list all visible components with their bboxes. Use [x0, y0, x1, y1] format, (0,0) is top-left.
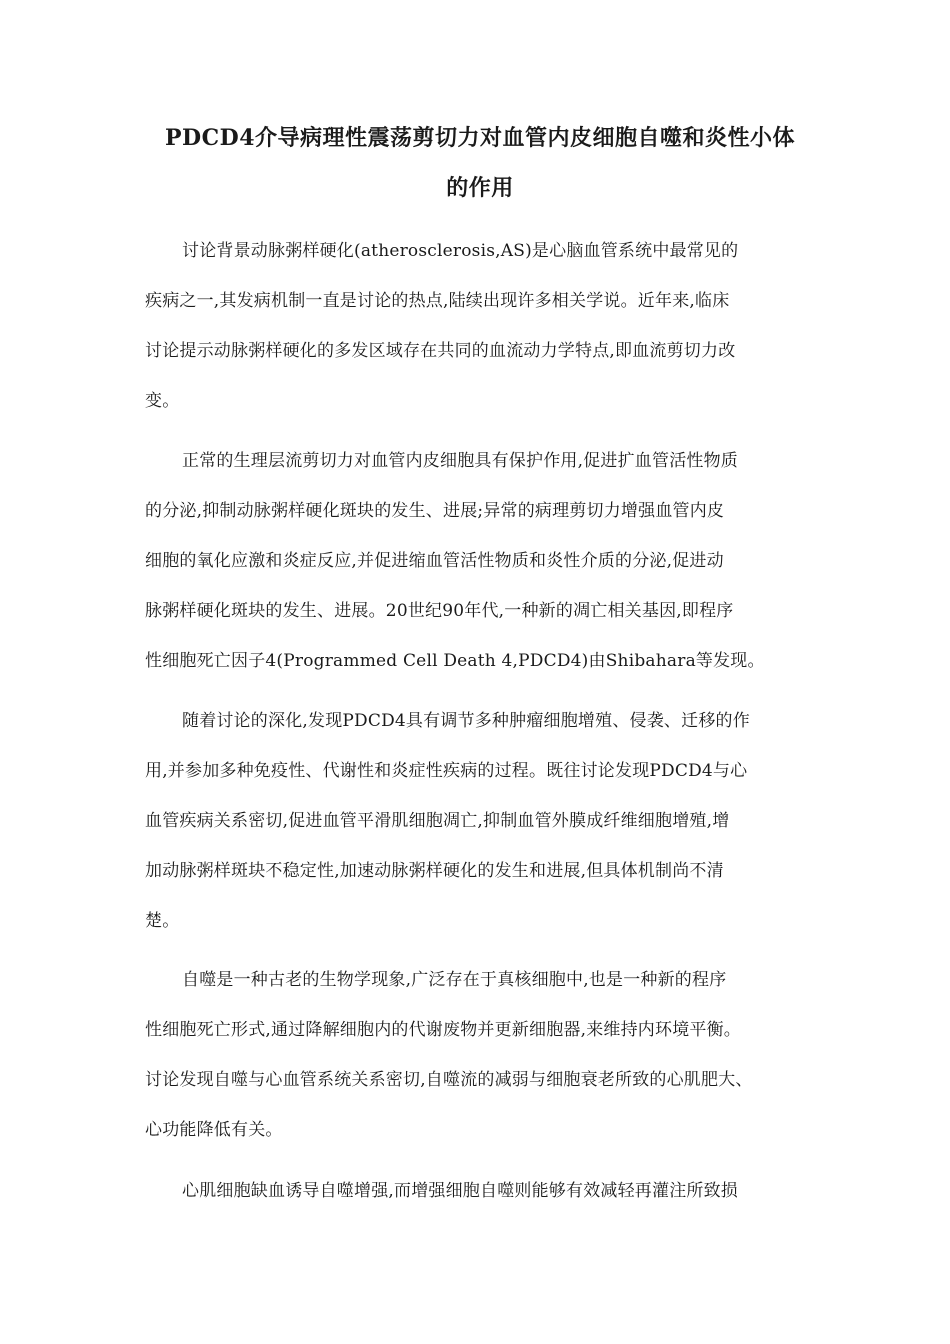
paragraph-2-line-5: 性细胞死亡因子4(Programmed Cell Death 4,PDCD4)由Shibahara等发现。 [145, 651, 765, 671]
paragraph-4-line-2: 性细胞死亡形式,通过降解细胞内的代谢废物并更新细胞器,来维持内环境平衡。 [145, 1020, 742, 1040]
paragraph-1-line-3: 讨论提示动脉粥样硬化的多发区域存在共同的血流动力学特点,即血流剪切力改 [145, 341, 736, 361]
paragraph-2-line-2: 的分泌,抑制动脉粥样硬化斑块的发生、进展;异常的病理剪切力增强血管内皮 [145, 501, 725, 521]
paragraph-4-line-1: 自噬是一种古老的生物学现象,广泛存在于真核细胞中,也是一种新的程序 [182, 970, 727, 990]
paragraph-3-line-3: 血管疾病关系密切,促进血管平滑肌细胞凋亡,抑制血管外膜成纤维细胞增殖,增 [145, 811, 730, 831]
paragraph-5-line-1: 心肌细胞缺血诱导自噬增强,而增强细胞自噬则能够有效减轻再灌注所致损 [182, 1181, 739, 1201]
paragraph-3-line-5: 楚。 [145, 911, 180, 931]
paragraph-2-line-3: 细胞的氧化应激和炎症反应,并促进缩血管活性物质和炎性介质的分泌,促进动 [145, 551, 724, 571]
document-title-line-1: PDCD4介导病理性震荡剪切力对血管内皮细胞自噬和炎性小体 [164, 125, 796, 151]
paragraph-4-line-4: 心功能降低有关。 [145, 1120, 283, 1140]
paragraph-1-line-4: 变。 [145, 391, 180, 411]
paragraph-1-line-2: 疾病之一,其发病机制一直是讨论的热点,陆续出现许多相关学说。近年来,临床 [145, 291, 730, 311]
paragraph-3-line-4: 加动脉粥样斑块不稳定性,加速动脉粥样硬化的发生和进展,但具体机制尚不清 [145, 861, 724, 881]
document-title-line-2: 的作用 [446, 175, 514, 201]
paragraph-2-line-4: 脉粥样硬化斑块的发生、进展。20世纪90年代,一种新的凋亡相关基因,即程序 [145, 601, 734, 621]
paragraph-3-line-1: 随着讨论的深化,发现PDCD4具有调节多种肿瘤细胞增殖、侵袭、迁移的作 [182, 711, 750, 731]
paragraph-2-line-1: 正常的生理层流剪切力对血管内皮细胞具有保护作用,促进扩血管活性物质 [182, 451, 739, 471]
paragraph-4-line-3: 讨论发现自噬与心血管系统关系密切,自噬流的减弱与细胞衰老所致的心肌肥大、 [145, 1070, 753, 1090]
paragraph-1-line-1: 讨论背景动脉粥样硬化(atherosclerosis,AS)是心脑血管系统中最常见的 [182, 241, 739, 261]
paragraph-3-line-2: 用,并参加多种免疫性、代谢性和炎症性疾病的过程。既往讨论发现PDCD4与心 [145, 761, 748, 781]
